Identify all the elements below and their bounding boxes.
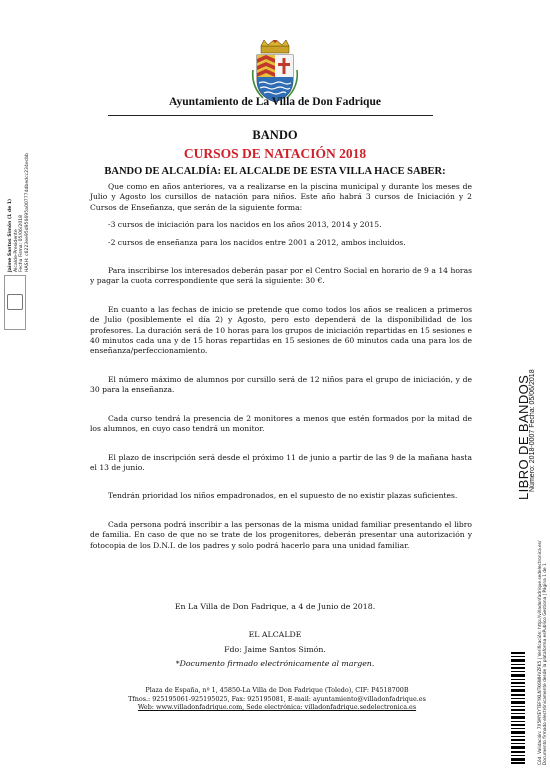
register-number: Número: 2018-0007 Fecha: 05/06/2018: [529, 369, 536, 492]
signature-date: En La Villa de Don Fadrique, a 4 de Junio de 2018.: [174, 602, 376, 611]
signature-stamp-frame: [4, 275, 26, 330]
paragraph-fechas: En cuanto a las fechas de inicio se pretende que como todos los años se realicen a primeros de Julio (posiblemente el día 2) y Agosto, pero esto dependerá de la disponibilidad de los profesores. La duración será de 10 horas para los grupos de iniciación repartidas en 15 sesiones e 40 minutos cada una y de 15 horas repartidas en 15 sesiones de 60 minutos cada una para los de enseñanza/perfeccionamiento.: [90, 304, 472, 356]
footer-web: Web: www.villadonfadrique.com, Sede electrónica: villadonfadrique.sedelectronica.es: [137, 703, 417, 712]
register-title: LIBRO DE BANDOS: [516, 374, 531, 500]
list-item-iniciacion: -3 cursos de iniciación para los nacidos en los años 2013, 2014 y 2015.: [108, 220, 382, 230]
paragraph-plazo: El plazo de inscripción será desde el próximo 11 de junio a partir de las 9 de la mañana hasta el 13 de junio.: [90, 452, 472, 472]
header-divider: [108, 115, 433, 116]
document-type-title: BANDO: [252, 128, 298, 142]
signer-role: Alcalde-Presidente: [13, 229, 19, 272]
coat-of-arms-emblem: [249, 40, 301, 104]
signature-name: Fdo: Jaime Santos Simón.: [224, 645, 326, 654]
paragraph-inscripcion: Para inscribirse los interesados deberán pasar por el Centro Social en horario de 9 a 14 horas y pagar la cuota correspondiente que será la siguiente: 30 €.: [90, 266, 472, 286]
paragraph-monitores: Cada curso tendrá la presencia de 2 monitores a menos que estén formados por la mitad de los alumnos, en cuyo caso tendrá un monitor.: [90, 413, 472, 434]
list-item-ensenanza: -2 cursos de enseñanza para los nacidos entre 2001 a 2012, ambos incluidos.: [108, 237, 406, 247]
municipality-title: Ayuntamiento de La Villa de Don Fadrique: [169, 96, 381, 108]
signer-date: Fecha Firma: 05/06/2018: [19, 214, 25, 272]
signature-verification-block: [8, 153, 30, 272]
paragraph-unidad-familiar: Cada persona podrá inscribir a las personas de la misma unidad familiar presentando el libro de familia. En caso de que no se trate de los progenitores, deberán presentar una autorización y fotocopia de los D.N.I. de los padres y solo podrá hacerlo para una unidad familiar.: [90, 519, 472, 550]
document-heading: BANDO DE ALCALDÍA: EL ALCALDE DE ESTA VILLA HACE SABER:: [104, 166, 446, 177]
footer-phones: Tfnos.: 925195061-925195025, Fax: 925195081, E-mail: ayuntamiento@villadonfadrique.es: [128, 694, 426, 703]
signer-hash: HASH: c6223ee95d956695a007774dbedcc234ecbb: [24, 152, 30, 272]
validation-platform: Documento firmado electrónicamente desde la plataforma esPublico Gestiona | Página 1 de 1: [543, 563, 549, 765]
document-subtitle: CURSOS DE NATACIÓN 2018: [183, 146, 367, 161]
signature-note: *Documento firmado electrónicamente al margen.: [175, 659, 375, 668]
validation-text: [538, 541, 548, 765]
signature-role: EL ALCALDE: [248, 630, 302, 639]
document-body: [90, 182, 472, 551]
validation-code: Cód. Validación: 7X5MYEYTEFYKLNTK6WHVZFK5 | Verificación: http://villadonfadrique.sedelectronica.es/: [538, 540, 543, 765]
seal-icon: [7, 294, 23, 310]
paragraph-maximo-alumnos: El número máximo de alumnos por cursillo será de 12 niños para el grupo de iniciación, y de 30 para la enseñanza.: [90, 374, 472, 395]
barcode-image: [511, 652, 525, 764]
paragraph-intro: Que como en años anteriores, va a realizarse en la piscina municipal y durante los meses de Julio y Agosto los cursillos de natación para niños. Este año habrá 3 cursos de Iniciación y 2 Cursos de Enseñanza, que serán de la siguiente forma:: [90, 182, 472, 212]
paragraph-prioridad: Tendrán prioridad los niños empadronados, en el supuesto de no existir plazas suficientes.: [108, 491, 458, 501]
signer-name: Jaime Santos Simón (1 de 1): [8, 198, 13, 272]
footer-contact: [112, 686, 442, 712]
footer-address: Plaza de España, nº 1, 45850-La Villa de Don Fadrique (Toledo), CIF: P4518700B: [145, 686, 409, 694]
